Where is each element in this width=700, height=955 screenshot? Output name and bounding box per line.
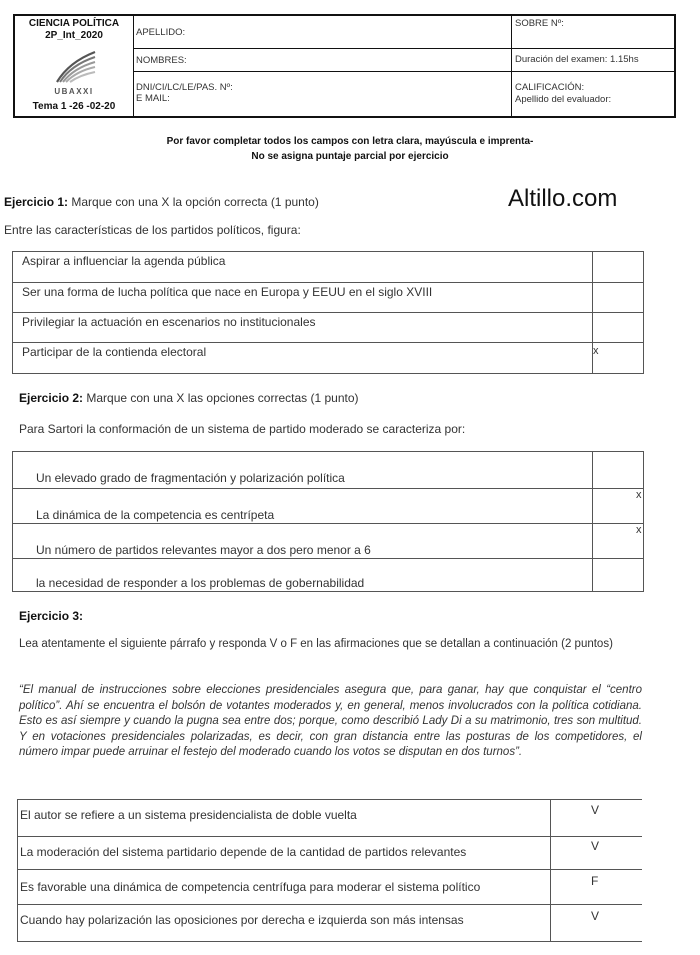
- dni-email-row: [133, 72, 511, 116]
- sobre-field[interactable]: SOBRE Nº:: [515, 18, 564, 29]
- duracion-row: [512, 49, 674, 72]
- sobre-row: [512, 16, 674, 49]
- ej2-prompt: Para Sartori la conformación de un sistema de partido moderado se caracteriza por:: [19, 422, 466, 436]
- tema-label: Tema 1 -26 -02-20: [32, 101, 116, 112]
- notice-line-1: Por favor completar todos los campos con letra clara, mayúscula e imprenta-: [166, 136, 534, 147]
- exam-header-table: [13, 14, 676, 118]
- ej3-heading: [19, 608, 83, 624]
- logo-text: UBAXXI: [54, 87, 94, 96]
- ej3-answer-4[interactable]: V: [591, 909, 600, 923]
- course-title: CIENCIA POLÍTICA: [28, 18, 120, 29]
- ej1-mark-4[interactable]: x: [593, 345, 599, 357]
- apellido-row: [133, 16, 511, 49]
- ej3-title: Ejercicio 3:: [19, 609, 84, 623]
- ej3-statement-2: La moderación del sistema partidario depende de la cantidad de partidos relevantes: [20, 845, 467, 859]
- nombres-row: [133, 49, 511, 72]
- ej2-mark-3[interactable]: x: [636, 524, 642, 536]
- dni-field[interactable]: DNI/CI/LC/LE/PAS. Nº:: [136, 82, 233, 93]
- ej2-heading: [19, 390, 359, 406]
- email-field[interactable]: E MAIL:: [136, 93, 170, 104]
- ej3-statement-1: El autor se refiere a un sistema presidencialista de doble vuelta: [20, 808, 357, 822]
- ej2-option-4: la necesidad de responder a los problemas de gobernabilidad: [36, 576, 365, 590]
- student-data-column: [133, 16, 512, 116]
- evaluador-label: Apellido del evaluador:: [515, 94, 612, 105]
- ej1-heading: [4, 194, 319, 210]
- nombres-field[interactable]: NOMBRES:: [136, 55, 187, 66]
- ej3-answer-2[interactable]: V: [591, 839, 600, 853]
- ej1-instruction: Marque con una X la opción correcta (1 punto): [68, 195, 319, 209]
- ej1-option-2: Ser una forma de lucha política que nace en Europa y EEUU en el siglo XVIII: [22, 285, 433, 299]
- ej2-option-2: La dinámica de la competencia es centrípeta: [36, 508, 275, 522]
- ej2-title: Ejercicio 2:: [19, 391, 84, 405]
- ej1-prompt: Entre las características de los partidos políticos, figura:: [4, 223, 301, 237]
- ej1-option-3: Privilegiar la actuación en escenarios no institucionales: [22, 315, 316, 329]
- ej2-option-1: Un elevado grado de fragmentación y polarización política: [36, 471, 345, 485]
- ej3-statement-4: Cuando hay polarización las oposiciones por derecha e izquierda son más intensas: [20, 913, 464, 927]
- ej2-instruction: Marque con una X las opciones correctas (1 punto): [83, 391, 359, 405]
- watermark: Altillo.com: [508, 185, 618, 212]
- ej1-option-4: Participar de la contienda electoral: [22, 345, 207, 359]
- apellido-field[interactable]: APELLIDO:: [136, 27, 186, 38]
- ej2-mark-2[interactable]: x: [636, 489, 642, 501]
- ej3-quote: “El manual de instrucciones sobre elecciones presidenciales asegura que, para ganar, hay que conquistar el “centro político”. Ahí se encuentra el bolsón de votantes moderados y, en general, menos involucrados con la política cotidiana. Esto es así siempre y cuando la pugna sea entre dos; porque, como describió Lady Di a su matrimonio, tres son multitud. Y en votaciones presidenciales polarizadas, es decir, con gran distancia entre las posturas de los competidores, el número impar puede arruinar el festejo del moderado cuando los votos se disputan en dos turnos”.: [19, 684, 642, 758]
- notice-line-2: No se asigna puntaje parcial por ejercicio: [251, 151, 449, 162]
- ej1-title: Ejercicio 1:: [4, 195, 69, 209]
- uba-logo-icon: [51, 48, 99, 84]
- exam-info-column: [512, 16, 674, 116]
- ej3-statement-3: Es favorable una dinámica de competencia centrífuga para moderar el sistema político: [20, 880, 481, 894]
- ej1-option-1: Aspirar a influenciar la agenda pública: [22, 254, 226, 268]
- ej3-answer-3[interactable]: F: [591, 874, 599, 888]
- course-code: 2P_Int_2020: [45, 30, 103, 41]
- ej2-option-3: Un número de partidos relevantes mayor a dos pero menor a 6: [36, 543, 371, 557]
- duracion-label: Duración del examen: 1.15hs: [515, 54, 639, 65]
- calificacion-label: CALIFICACIÓN:: [515, 82, 585, 93]
- ej3-answer-1[interactable]: V: [591, 803, 600, 817]
- calificacion-row: [512, 72, 674, 116]
- ej3-instruction: Lea atentamente el siguiente párrafo y responda V o F en las afirmaciones que se detallan a continuación (2 puntos): [19, 638, 613, 650]
- course-cell: [15, 16, 134, 116]
